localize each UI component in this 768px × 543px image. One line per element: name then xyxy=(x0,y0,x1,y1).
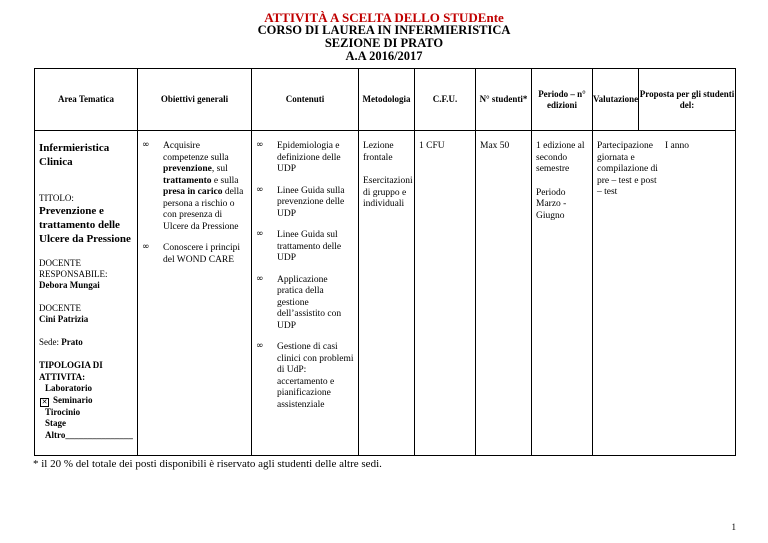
studenti-cell xyxy=(476,131,532,456)
contenuto-item xyxy=(256,186,354,221)
infinity-bullet-icon: ∞ xyxy=(256,184,264,195)
obiettivo-text: Conoscere i principi del WOND CARE xyxy=(163,243,241,265)
obiettivo-bold: prevenzione xyxy=(163,164,212,174)
docente-responsabile-name: Debora Mungai xyxy=(39,280,100,290)
docente-label: DOCENTE xyxy=(39,303,81,313)
tipologia-laboratorio: Laboratorio xyxy=(45,383,92,393)
tipologia-label: TIPOLOGIA DI ATTIVITA: xyxy=(39,360,103,382)
metodologia-esercitazioni: Esercitazioni di gruppo e individuali xyxy=(363,176,413,209)
infinity-bullet-icon: ∞ xyxy=(256,273,264,284)
tipologia-tirocinio: Tirocinio xyxy=(45,406,81,417)
contenuto-item xyxy=(256,230,354,265)
area-title: Infermieristica Clinica xyxy=(39,142,110,168)
header-row xyxy=(35,69,736,131)
activity-name: Prevenzione e trattamento delle Ulcere da Pressione xyxy=(39,205,131,245)
obiettivo-item xyxy=(142,141,247,233)
contenuto-item xyxy=(256,342,354,411)
col-header-cfu: C.F.U. xyxy=(415,69,476,131)
col-header-area: Area Tematica xyxy=(35,69,138,131)
periodo-cell xyxy=(532,131,593,456)
contenuti-cell xyxy=(252,131,359,456)
tipologia-altro: Altro_______________ xyxy=(45,429,133,440)
activity-table xyxy=(34,68,736,456)
contenuto-text: Epidemiologia e definizione delle UDP xyxy=(277,141,341,174)
cfu-value: 1 CFU xyxy=(419,141,445,151)
valutazione-value: Partecipazione giornata e compilazione di pre – test e post – test xyxy=(597,141,658,197)
obiettivo-text: della persona a rischio o con presenza di Ulcere da Pressione xyxy=(163,187,244,232)
contenuto-item xyxy=(256,141,354,176)
periodo-mesi: Periodo Marzo - Giugno xyxy=(536,187,567,221)
sede-line xyxy=(39,337,133,348)
studenti-value: Max 50 xyxy=(480,141,510,151)
col-header-valutazione: Valutazione xyxy=(593,69,639,131)
titolo-label: TITOLO: xyxy=(39,193,74,203)
metodologia-cell xyxy=(359,131,415,456)
cfu-cell xyxy=(415,131,476,456)
contenuto-text: Gestione di casi clinici con problemi di UdP: accertamento e pianificazione assistenziale xyxy=(277,342,354,410)
col-header-contenuti: Contenuti xyxy=(252,69,359,131)
tipologia-stage: Stage xyxy=(45,418,66,428)
obiettivi-cell xyxy=(138,131,252,456)
obiettivo-text: e sulla xyxy=(211,175,239,186)
footnote: * il 20 % del totale dei posti disponibili è riservato agli studenti delle altre sedi. xyxy=(33,458,382,470)
col-header-obiettivi: Obiettivi generali xyxy=(138,69,252,131)
valutazione-proposta-cell xyxy=(593,131,736,456)
contenuto-item xyxy=(256,275,354,333)
tipologia-seminario: Seminario xyxy=(53,394,93,405)
docente-name: Cini Patrizia xyxy=(39,314,89,324)
infinity-bullet-icon: ∞ xyxy=(256,229,264,239)
col-header-studenti: N° studenti* xyxy=(476,69,532,131)
metodologia-lezione: Lezione frontale xyxy=(363,141,394,163)
tipologia-block xyxy=(39,360,133,441)
infinity-bullet-icon: ∞ xyxy=(256,341,264,351)
col-header-metodologia: Metodologia xyxy=(359,69,415,131)
infinity-bullet-icon: ∞ xyxy=(256,140,264,150)
tipologia-seminario-row xyxy=(39,395,133,407)
obiettivo-bold: presa in carico xyxy=(163,187,223,197)
infinity-bullet-icon: ∞ xyxy=(142,242,150,252)
periodo-edizioni: 1 edizione al secondo semestre xyxy=(536,141,585,174)
area-cell xyxy=(35,131,138,456)
docente-responsabile-label: DOCENTE RESPONSABILE: xyxy=(39,258,108,279)
obiettivo-bold: trattamento xyxy=(163,175,212,186)
contenuto-text: Linee Guida sul trattamento delle UDP xyxy=(277,230,342,263)
proposta-value: I anno xyxy=(665,141,690,151)
col-header-periodo: Periodo – n° edizioni xyxy=(532,69,593,131)
document-header xyxy=(0,11,768,63)
obiettivo-text: Acquisire competenze sulla xyxy=(163,141,229,163)
activity-title: ATTIVITÀ A SCELTA DELLO STUDEnte xyxy=(264,10,504,25)
content-row xyxy=(35,131,736,456)
academic-year: A.A 2016/2017 xyxy=(345,49,423,63)
sede-value: Prato xyxy=(61,337,83,347)
col-header-proposta: Proposta per gli studenti del: xyxy=(639,69,736,131)
obiettivo-text: , sul xyxy=(211,164,228,174)
section-title: SEZIONE DI PRATO xyxy=(324,36,444,50)
page-number: 1 xyxy=(731,522,736,532)
obiettivo-item xyxy=(142,243,247,266)
contenuto-text: Linee Guida sulla prevenzione delle UDP xyxy=(277,185,345,219)
checked-box-icon: ✕ xyxy=(41,397,48,406)
infinity-bullet-icon: ∞ xyxy=(142,140,150,150)
contenuto-text: Applicazione pratica della gestione dell’assistito con UDP xyxy=(277,274,342,331)
course-title: CORSO DI LAUREA IN INFERMIERISTICA xyxy=(257,23,511,37)
sede-label: Sede: xyxy=(39,337,59,347)
